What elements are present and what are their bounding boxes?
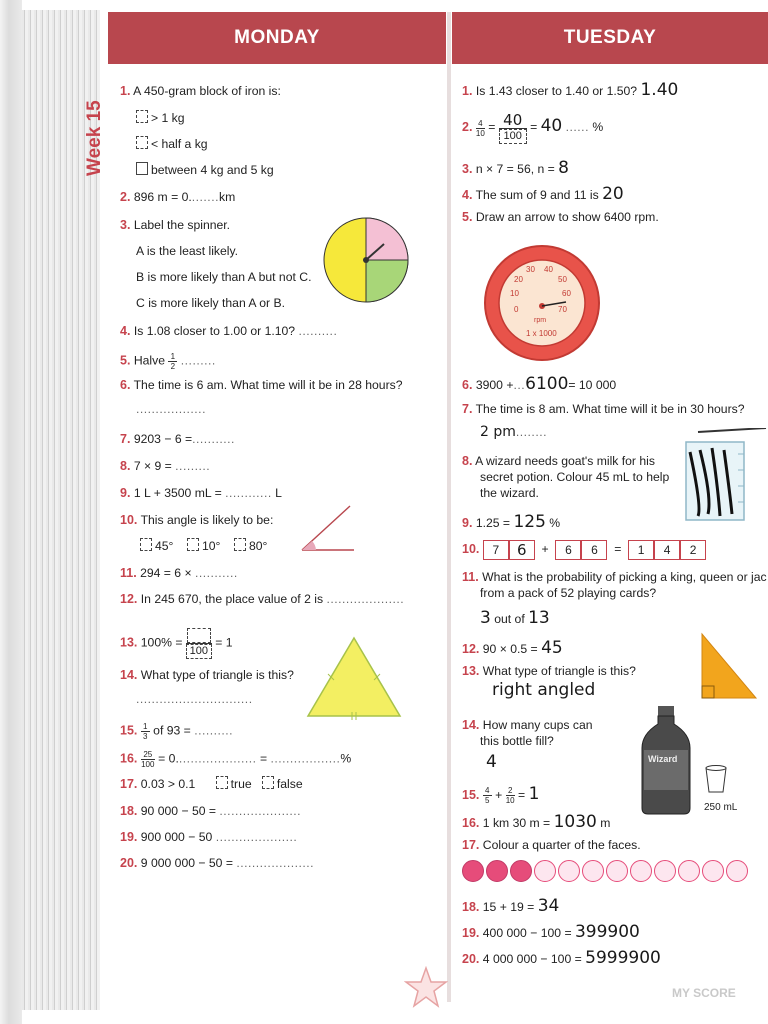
tuesday-header: TUESDAY	[452, 12, 768, 64]
mon-q18: 18. 90 000 − 50 = .....................	[120, 804, 302, 818]
tue-q14: 14. How many cups can	[462, 718, 593, 732]
svg-text:20: 20	[514, 275, 523, 284]
mon-q3-a: A is the least likely.	[136, 244, 239, 258]
cup-image	[704, 764, 728, 794]
mon-q15: 15. $\frac{1}{3}$ of 93 = ..........	[120, 722, 234, 741]
face-icon[interactable]	[534, 860, 556, 882]
tue-q7: 7. The time is 8 am. What time will it be in 30 hours?	[462, 402, 745, 416]
mon-q6: 6. The time is 6 am. What time will it be in 28 hours?	[120, 378, 403, 392]
tue-q1: 1. Is 1.43 closer to 1.40 or 1.50? 1.40	[462, 80, 679, 100]
monday-column	[108, 12, 446, 1002]
tue-q3: 3. n × 7 = 56, n = 8	[462, 158, 569, 178]
mon-q1: 1. A 450-gram block of iron is:	[120, 84, 281, 98]
tue-q20: 20. 4 000 000 − 100 = 5999900	[462, 948, 661, 968]
mon-q14-answer-line[interactable]: ..............................	[136, 692, 253, 706]
measuring-jug	[678, 428, 768, 524]
cup-label: 250 mL	[704, 802, 738, 813]
mon-q3-c: C is more likely than A or B.	[136, 296, 286, 310]
mon-q6-answer-line[interactable]: ..................	[136, 402, 206, 416]
star-icon	[404, 966, 448, 1010]
tue-q4: 4. The sum of 9 and 11 is 20	[462, 184, 624, 204]
tue-q8: 8. A wizard needs goat's milk for his	[462, 454, 655, 468]
face-icon[interactable]	[726, 860, 748, 882]
tue-q8-line2: secret potion. Colour 45 mL to help	[480, 470, 670, 484]
tue-q9: 9. 1.25 = 125 %	[462, 512, 561, 532]
mon-q3-b: B is more likely than A but not C.	[136, 270, 312, 284]
tue-q14-answer[interactable]: 4	[486, 752, 497, 772]
faces-row	[462, 860, 762, 886]
tuesday-column	[452, 12, 768, 1002]
tue-q10: 10. 7 6 + 6 6 = 1 4 2	[462, 540, 706, 560]
mon-q2: 2. 896 m = 0........km	[120, 190, 236, 204]
tue-q12: 12. 90 × 0.5 = 45	[462, 638, 563, 658]
tue-q7-answer[interactable]: 2 pm........	[480, 424, 547, 440]
svg-text:1 x 1000: 1 x 1000	[526, 329, 557, 338]
tue-q14-line2: this bottle fill?	[480, 734, 554, 748]
mon-q13: 13. 100% = 100 = 1	[120, 628, 233, 659]
tue-q6: 6. 3900 +...6100= 10 000	[462, 374, 617, 394]
mon-q1-opt2[interactable]: < half a kg	[136, 136, 208, 151]
tue-q17: 17. Colour a quarter of the faces.	[462, 838, 641, 852]
rpm-gauge	[478, 244, 606, 362]
tue-q2: 2. $\frac{4}{10}$ = $\frac{40}{100}$ = 40 ...... %	[462, 111, 604, 142]
mon-q7: 7. 9203 − 6 =...........	[120, 432, 235, 446]
tue-q19: 19. 400 000 − 100 = 399900	[462, 922, 640, 942]
tue-q11: 11. What is the probability of picking a king, queen or jac	[462, 570, 767, 584]
tue-q16: 16. 1 km 30 m = 1030 m	[462, 812, 611, 832]
tue-q13-answer[interactable]: right angled	[492, 680, 596, 700]
mon-q12: 12. In 245 670, the place value of 2 is ....................	[120, 592, 405, 606]
angle-diagram	[298, 500, 358, 556]
monday-header: MONDAY	[108, 12, 446, 64]
svg-text:70: 70	[558, 305, 567, 314]
svg-text:30: 30	[526, 265, 535, 274]
face-icon[interactable]	[606, 860, 628, 882]
mon-q10: 10. This angle is likely to be:	[120, 513, 274, 527]
svg-text:60: 60	[562, 289, 571, 298]
mon-q9: 9. 1 L + 3500 mL = ............ L	[120, 486, 282, 500]
mon-q3: 3. Label the spinner.	[120, 218, 231, 232]
face-coloured[interactable]	[462, 860, 484, 882]
mon-q8: 8. 7 × 9 = .........	[120, 459, 211, 473]
svg-text:rpm: rpm	[534, 317, 547, 324]
face-icon[interactable]	[678, 860, 700, 882]
tue-q11-line2: from a pack of 52 playing cards?	[480, 586, 657, 600]
mon-q19: 19. 900 000 − 50 .....................	[120, 830, 298, 844]
svg-text:Wizard: Wizard	[648, 754, 678, 764]
tue-q11-answer[interactable]: 3 out of 13	[480, 608, 550, 628]
mon-q17: 17. 0.03 > 0.1 true false	[120, 777, 303, 791]
spinner-diagram	[320, 214, 412, 306]
face-icon[interactable]	[558, 860, 580, 882]
svg-text:10: 10	[510, 289, 519, 298]
face-icon[interactable]	[630, 860, 652, 882]
mon-q4: 4. Is 1.08 closer to 1.00 or 1.10? ..........	[120, 324, 338, 338]
right-triangle	[698, 630, 760, 702]
mon-q5: 5. Halve $\frac{1}{2}$ .........	[120, 352, 216, 371]
my-score-label: MY SCORE	[672, 986, 736, 1000]
tue-q18: 18. 15 + 19 = 34	[462, 896, 560, 916]
face-icon[interactable]	[654, 860, 676, 882]
tue-q5: 5. Draw an arrow to show 6400 rpm.	[462, 210, 659, 224]
bottle-image	[638, 704, 694, 816]
mon-q1-opt1[interactable]: > 1 kg	[136, 110, 185, 125]
svg-text:50: 50	[558, 275, 567, 284]
tue-q8-line3: the wizard.	[480, 486, 539, 500]
svg-text:40: 40	[544, 265, 553, 274]
column-divider	[447, 12, 451, 1002]
page-edge	[0, 0, 22, 1024]
svg-text:0: 0	[514, 305, 519, 314]
face-icon[interactable]	[702, 860, 724, 882]
tue-q1-answer: 1.40	[640, 80, 679, 100]
equilateral-triangle	[304, 634, 404, 722]
face-coloured[interactable]	[510, 860, 532, 882]
mon-q1-opt3[interactable]: between 4 kg and 5 kg	[136, 162, 274, 177]
mon-q14: 14. What type of triangle is this?	[120, 668, 294, 682]
face-coloured[interactable]	[486, 860, 508, 882]
mon-q16: 16. $\frac{25}{100}$ = 0..................... = ..................%	[120, 750, 352, 769]
mon-q10-options[interactable]: 45° 10° 80°	[140, 538, 267, 553]
mon-q20: 20. 9 000 000 − 50 = ....................	[120, 856, 315, 870]
face-icon[interactable]	[582, 860, 604, 882]
mon-q11: 11. 294 = 6 × ...........	[120, 566, 238, 580]
tue-q13: 13. What type of triangle is this?	[462, 664, 636, 678]
week-label: Week 15	[84, 100, 105, 176]
tue-q15: 15. $\frac{4}{5}$ + $\frac{2}{10}$ = 1	[462, 784, 540, 806]
